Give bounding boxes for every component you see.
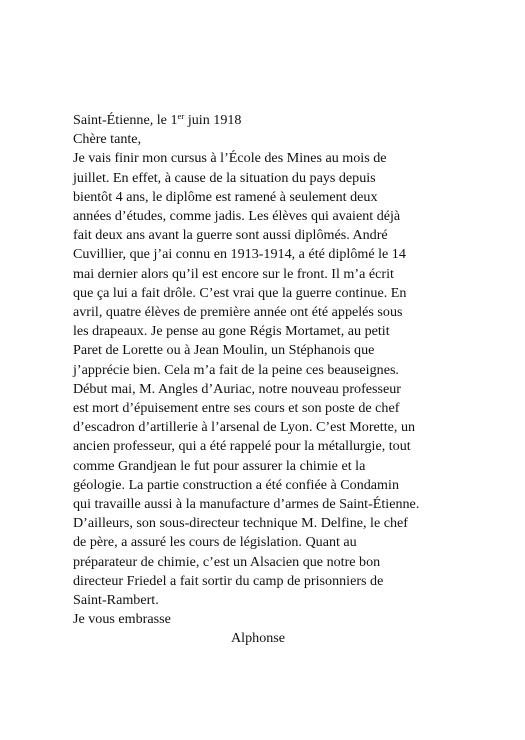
body-line: Saint-Rambert. xyxy=(73,592,159,609)
dateline-suffix: juin 1918 xyxy=(184,112,242,128)
body-line: D’ailleurs, son sous-directeur technique M. Delfine, le chef xyxy=(73,515,409,532)
body-line: géologie. La partie construction a été confiée à Condamin xyxy=(73,476,399,493)
body-line: d’escadron d’artillerie à l’arsenal de Lyon. C’est Morette, un xyxy=(73,419,416,436)
dateline xyxy=(73,111,493,130)
body-line: Paret de Lorette ou à Jean Moulin, un Stéphanois que xyxy=(73,342,375,359)
body-line: bientôt 4 ans, le diplôme est ramené à seulement deux xyxy=(73,188,378,205)
body-line: fait deux ans avant la guerre sont aussi diplômés. André xyxy=(73,227,388,244)
body-line: préparateur de chimie, c’est un Alsacien que notre bon xyxy=(73,553,381,570)
salutation: Chère tante, xyxy=(73,131,142,148)
body-line: Début mai, M. Angles d’Auriac, notre nouveau professeur xyxy=(73,380,401,397)
body-line: avril, quatre élèves de première année ont été appelés sous xyxy=(73,304,403,321)
body-line: que ça lui a fait drôle. C’est vrai que la guerre continue. En xyxy=(73,284,407,301)
body-line: juillet. En effet, à cause de la situation du pays depuis xyxy=(73,169,376,186)
body-line: mai dernier alors qu’il est encore sur le front. Il m’a écrit xyxy=(73,265,394,282)
body-line: les drapeaux. Je pense au gone Régis Mortamet, au petit xyxy=(73,323,390,340)
signature: Alphonse xyxy=(231,630,286,647)
body-line: ancien professeur, qui a été rappelé pour la métallurgie, tout xyxy=(73,438,411,455)
letter-body xyxy=(73,149,493,610)
body-line: qui travaille aussi à la manufacture d’armes de Saint-Étienne. xyxy=(73,496,420,513)
dateline-prefix: Saint-Étienne, le 1 xyxy=(73,112,178,128)
closing: Je vous embrasse xyxy=(73,611,171,628)
letter xyxy=(73,111,493,649)
body-line: comme Grandjean le fut pour assurer la chimie et la xyxy=(73,457,366,474)
body-line: directeur Friedel a fait sortir du camp de prisonniers de xyxy=(73,572,384,589)
body-line: j’apprécie bien. Cela m’a fait de la peine ces beauseignes. xyxy=(73,361,399,378)
body-line: Je vais finir mon cursus à l’École des Mines au mois de xyxy=(73,150,387,167)
dateline-ordinal: er xyxy=(177,111,185,122)
body-line: années d’études, comme jadis. Les élèves qui avaient déjà xyxy=(73,208,401,225)
body-line: est mort d’épuisement entre ses cours et son poste de chef xyxy=(73,400,400,417)
body-line: Cuvillier, que j’ai connu en 1913-1914, a été diplômé le 14 xyxy=(73,246,406,263)
body-line: de père, a assuré les cours de législation. Quant au xyxy=(73,534,357,551)
